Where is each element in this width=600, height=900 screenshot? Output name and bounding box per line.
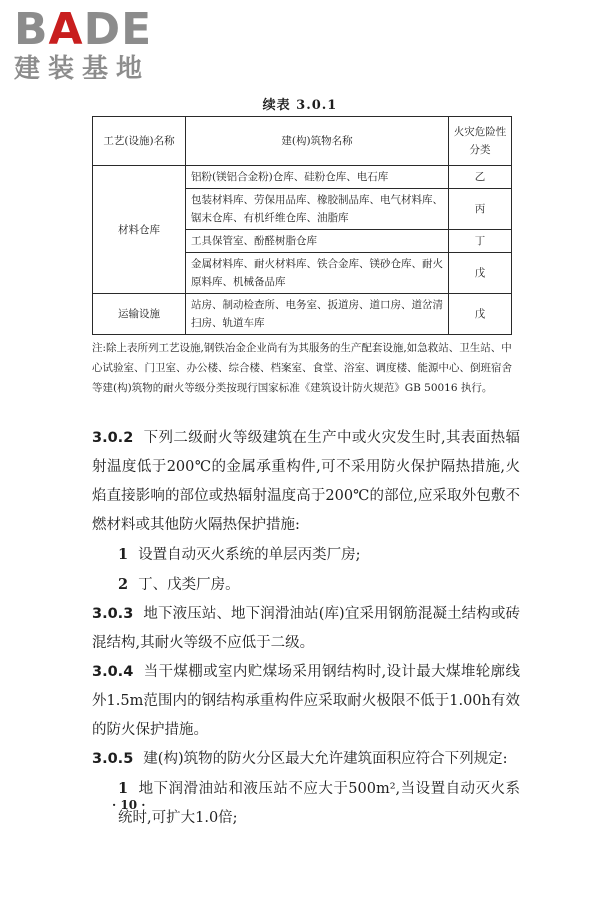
row-class: 丁 [449, 230, 512, 253]
clause-number: 3.0.3 [92, 606, 134, 622]
list-item [92, 570, 520, 600]
list-item [92, 774, 520, 833]
clause-number: 3.0.4 [92, 664, 134, 680]
clause [92, 424, 520, 540]
clause-number: 3.0.5 [92, 751, 134, 767]
table-row [93, 166, 512, 189]
clause [92, 745, 520, 774]
logo-mark: BADE [14, 4, 153, 55]
item-text: 丁、戊类厂房。 [138, 577, 240, 593]
clause-number: 3.0.2 [92, 430, 134, 446]
row-category: 材料仓库 [93, 166, 186, 294]
logo [14, 6, 184, 84]
row-names: 金属材料库、耐火材料库、铁合金库、镁砂仓库、耐火原料库、机械备品库 [186, 253, 449, 294]
clause-text: 当干煤棚或室内贮煤场采用钢结构时,设计最大煤堆轮廓线外1.5m范围内的钢结构承重构件应采取耐火极限不低于1.00h有效的防火保护措施。 [92, 664, 520, 738]
row-names: 站房、制动检查所、电务室、扳道房、道口房、道岔清扫房、轨道车库 [186, 294, 449, 335]
header-hazard-class: 火灾危险性分类 [449, 117, 512, 166]
header-process: 工艺(设施)名称 [93, 117, 186, 166]
header-buildings: 建(构)筑物名称 [186, 117, 449, 166]
item-text: 设置自动灭火系统的单层丙类厂房; [138, 547, 361, 563]
item-text: 地下润滑油站和液压站不应大于500m²,当设置自动灭火系统时,可扩大1.0倍; [118, 781, 520, 826]
clause-text: 地下液压站、地下润滑油站(库)宜采用钢筋混凝土结构或砖混结构,其耐火等级不应低于二级。 [92, 606, 520, 651]
clause [92, 658, 520, 745]
clause-text: 下列二级耐火等级建筑在生产中或火灾发生时,其表面热辐射温度低于200℃的金属承重构件,可不采用防火保护隔热措施,火焰直接影响的部位或热辐射温度高于200℃的部位,应采取外包敷不燃材料或其他防火隔热保护措施: [92, 430, 520, 533]
row-class: 戊 [449, 294, 512, 335]
page-number: · 10 · [112, 798, 146, 812]
table-note [92, 338, 517, 398]
list-item [92, 540, 520, 570]
row-class: 戊 [449, 253, 512, 294]
row-category: 运输设施 [93, 294, 186, 335]
table-title: 续表 3.0.1 [262, 98, 338, 113]
row-class: 乙 [449, 166, 512, 189]
table-header-row [93, 117, 512, 166]
note-text: 注:除上表所列工艺设施,钢铁冶金企业尚有为其服务的生产配套设施,如急救站、卫生站、中心试验室、门卫室、办公楼、综合楼、档案室、食堂、浴室、调度楼、能源中心、倒班宿舍等建(构)筑物的耐火等级分类按现行国家标准《建筑设计防火规范》GB 50016 执行。 [92, 342, 512, 394]
row-names: 包装材料库、劳保用品库、橡胶制品库、电气材料库、锯末仓库、有机纤维仓库、油脂库 [186, 189, 449, 230]
item-number: 2 [118, 576, 129, 593]
row-names: 工具保管室、酚醛树脂仓库 [186, 230, 449, 253]
table-row [93, 294, 512, 335]
logo-subtitle: 建装基地 [14, 54, 151, 84]
clause-text: 建(构)筑物的防火分区最大允许建筑面积应符合下列规定: [143, 751, 508, 767]
clause [92, 600, 520, 658]
clause-body [92, 424, 520, 833]
row-class: 丙 [449, 189, 512, 230]
row-names: 铝粉(镁铝合金粉)仓库、硅粉仓库、电石库 [186, 166, 449, 189]
item-number: 1 [118, 780, 129, 797]
classification-table [92, 116, 512, 335]
item-number: 1 [118, 546, 129, 563]
